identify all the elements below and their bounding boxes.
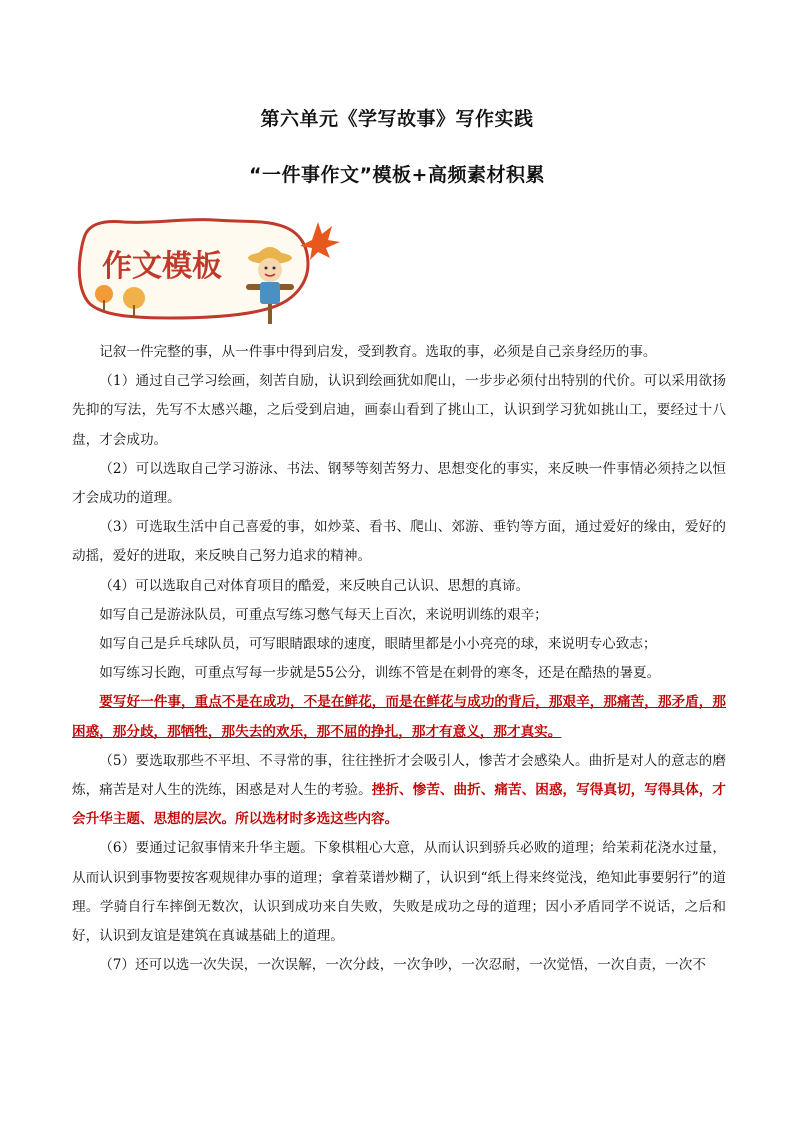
essay-content <box>72 338 726 980</box>
point-5-text: （5）要选取那些不平坦、不寻常的事，往往挫折才会吸引人，惨苦才会感染人。曲折是对人的意志的磨炼，痛苦是对人生的洗练，困惑是对人生的考验。 <box>72 752 726 799</box>
point-7-paragraph: （7）还可以选一次失误，一次误解，一次分歧，一次争吵，一次忍耐，一次觉悟，一次自责，一次不 <box>99 957 706 974</box>
page-subtitle: “一件事作文”模板+高频素材积累 <box>249 164 545 186</box>
example-swimming: 如写自己是游泳队员，可重点写练习憋气每天上百次，来说明训练的艰辛； <box>99 606 548 623</box>
page-title: 第六单元《学写故事》写作实践 <box>260 108 534 130</box>
example-running: 如写练习长跑，可重点写每一步就是55公分，训练不管是在刺骨的寒冬，还是在酷热的暑夏。 <box>99 665 661 682</box>
point-6-paragraph: （6）要通过记叙事情来升华主题。下象棋粗心大意，从而认识到骄兵必败的道理；给茉莉花浇水过量，从而认识到事物要按客观规律办事的道理；拿着菜谱炒糊了，认识到“纸上得来终觉浅，绝知此事要躬行”的道理。学骑自行车摔倒无数次，认识到成功来自失败，失败是成功之母的道理；因小矛盾同学不说话，之后和好，认识到友谊是建筑在真诚基础上的道理。 <box>72 840 726 945</box>
intro-paragraph: 记叙一件完整的事，从一件事中得到启发，受到教育。选取的事，必须是自己亲身经历的事。 <box>99 344 657 360</box>
badge-frame <box>74 212 344 332</box>
point-3-paragraph: （3）可选取生活中自己喜爱的事，如炒菜、看书、爬山、郊游、垂钓等方面，通过爱好的缘由，爱好的动摇，爱好的进取，来反映自己努力追求的精神。 <box>72 519 726 565</box>
point-4-paragraph: （4）可以选取自己对体育项目的酷爱，来反映自己认识、思想的真谛。 <box>99 577 530 594</box>
point-5-paragraph <box>72 747 726 835</box>
badge-label: 作文模板 <box>102 249 222 284</box>
point-1-paragraph: （1）通过自己学习绘画，刻苦自励，认识到绘画犹如爬山，一步步必须付出特别的代价。可以采用欲扬先抑的写法，先写不太感兴趣，之后受到启迪，画泰山看到了挑山工，认识到学习犹如挑山工，要经过十八盘，才会成功。 <box>72 373 726 448</box>
example-table-tennis: 如写自己是乒乓球队员，可写眼睛跟球的速度，眼睛里都是小小亮亮的球，来说明专心致志； <box>99 636 657 653</box>
essay-template-badge <box>74 212 344 332</box>
point-2-paragraph: （2）可以选取自己学习游泳、书法、钢琴等刻苦努力、思想变化的事实，来反映一件事情必须持之以恒才会成功的道理。 <box>72 460 726 507</box>
key-point-paragraph: 要写好一件事，重点不是在成功，不是在鲜花，而是在鲜花与成功的背后，那艰辛，那痛苦，那矛盾，那困惑，那分歧，那牺牲，那失去的欢乐，那不屈的挣扎，那才有意义，那才真实。 <box>72 694 726 740</box>
point-5-highlight: 挫折、惨苦、曲折、痛苦、困惑，写得真切，写得具体，才会升华主题、思想的层次。所以选材时多选这些内容。 <box>72 782 726 828</box>
